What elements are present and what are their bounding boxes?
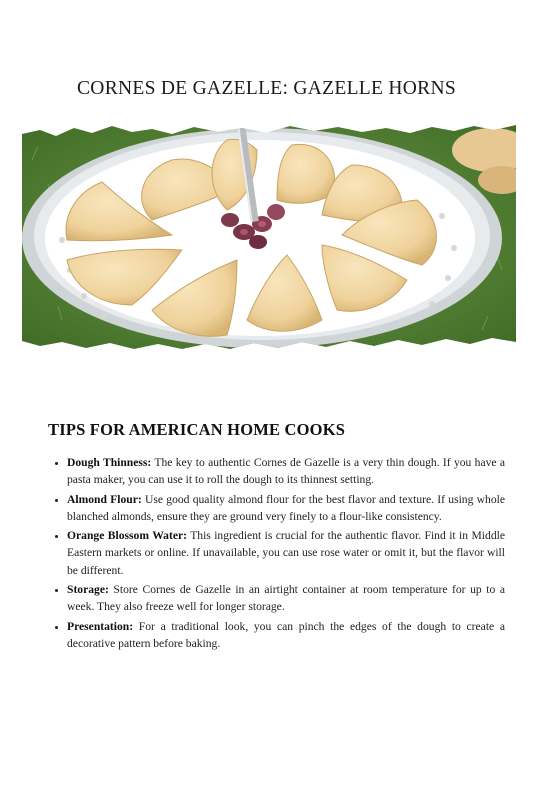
tip-label: Storage: [67, 583, 109, 597]
tip-label: Presentation: [67, 619, 134, 633]
tip-text: For a traditional look, you can pinch the edges of the dough to create a decorative pattern before baking. [67, 619, 505, 650]
tip-text: The key to authentic Cornes de Gazelle is a very thin dough. If you have a pasta maker, you can use it to roll the dough to its thinnest setting. [67, 456, 505, 487]
hero-photo [22, 120, 516, 350]
list-item [67, 491, 505, 526]
tip-text: Store Cornes de Gazelle in an airtight container at room temperature for up to a week. They also freeze well for longer storage. [67, 583, 505, 614]
section-heading: TIPS FOR AMERICAN HOME COOKS [48, 420, 346, 439]
tip-text: Use good quality almond flour for the best flavor and texture. If using whole blanched almonds, ensure they are ground very finely to a flour-like consistency. [67, 492, 505, 523]
list-item [67, 618, 505, 653]
page-title: CORNES DE GAZELLE: GAZELLE HORNS [77, 78, 456, 99]
tip-text: This ingredient is crucial for the authentic flavor. Find it in Middle Eastern markets or online. If unavailable, you can use rose water or omit it, but the flavor will be different. [67, 529, 505, 577]
tip-label: Orange Blossom Water: [67, 529, 187, 543]
tips-list [49, 454, 505, 654]
list-item [67, 454, 505, 489]
tip-label: Almond Flour: [67, 492, 142, 506]
list-item [67, 527, 505, 579]
list-item [67, 581, 505, 616]
tip-label: Dough Thinness: [67, 456, 152, 469]
